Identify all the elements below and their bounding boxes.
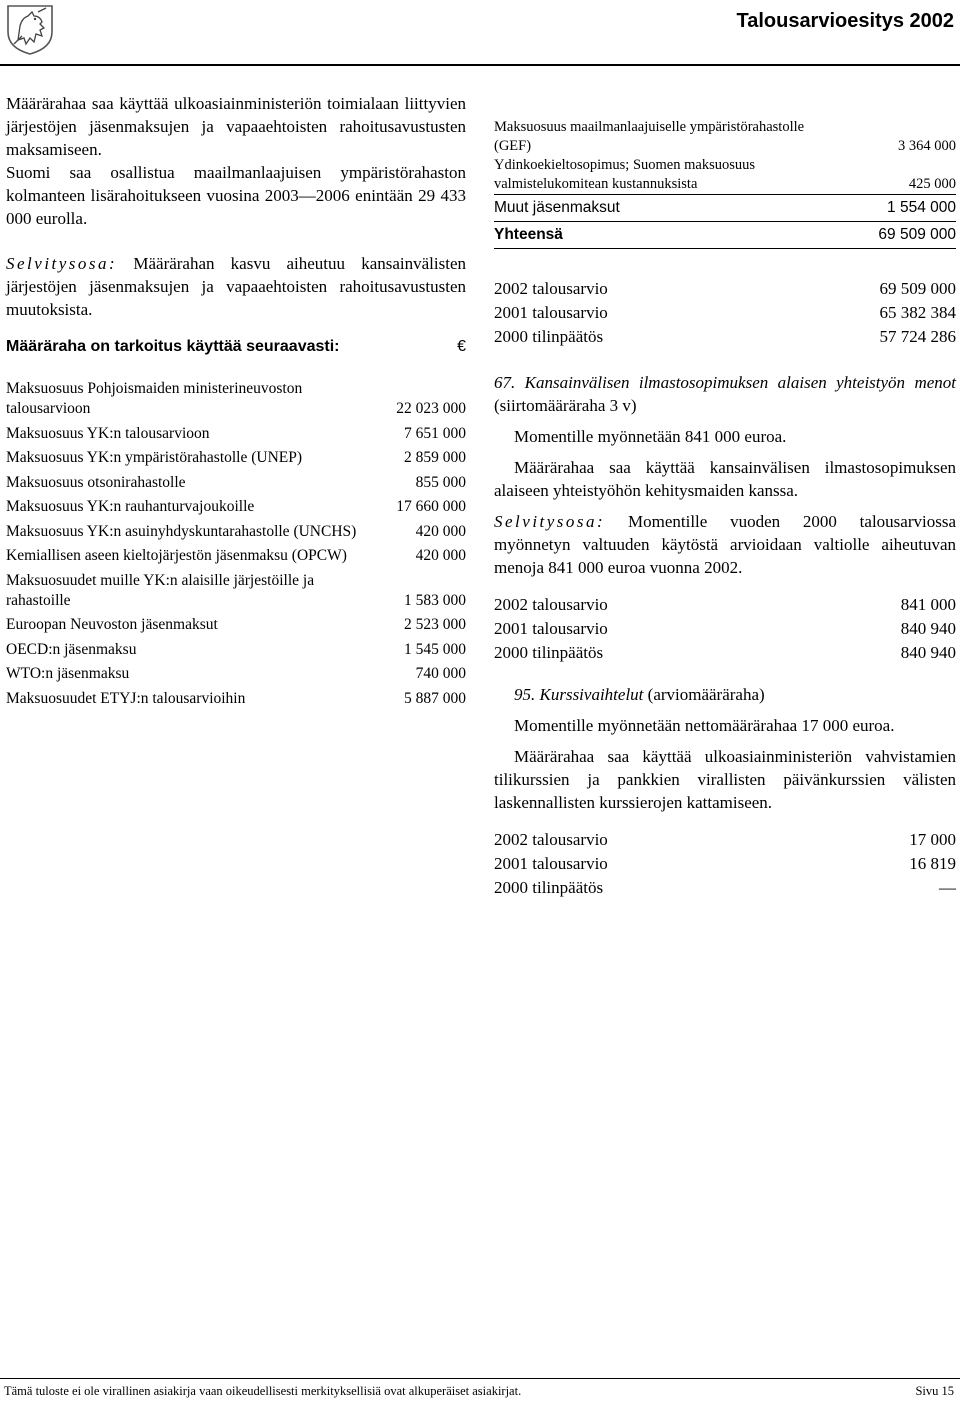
- row-amount: 57 724 286: [879, 327, 956, 346]
- row-amount: 841 000: [900, 595, 956, 614]
- currency-symbol: €: [457, 338, 466, 355]
- finnish-lion-crest-icon: [4, 2, 56, 56]
- table-row: [6, 424, 466, 444]
- left-column: [6, 92, 466, 713]
- row-label: Maksuosuus YK:n talousarvioon: [6, 424, 210, 442]
- section-67-explanation-text: Momentille vuoden 2000 talousarviossa myönnetyn valtuuden käytöstä arvioidaan valtiolle aiheutuvan menoja 841 000 euroa vuonna 2002.: [494, 512, 956, 577]
- row-amount: 17 660 000: [396, 498, 466, 515]
- table-row: [494, 301, 956, 325]
- section-67-title: 67. Kansainvälisen ilmastosopimuksen alaisen yhteistyön menot: [494, 373, 956, 392]
- section-67-grant: Momentille myönnetään 841 000 euroa.: [514, 427, 787, 446]
- table-row: [6, 497, 466, 517]
- budget-table-2: [494, 593, 956, 665]
- budget-table-1: [494, 277, 956, 349]
- section-67-type: (siirtomääräraha 3 v): [494, 396, 637, 415]
- row-label: Maksuosuus YK:n asuinyhdyskuntarahastolle (UNCHS): [6, 522, 357, 540]
- total-label: Yhteensä: [494, 226, 563, 243]
- explanation-text: Määrärahan kasvu aiheutuu kansainvälisten järjestöjen jäsenmaksujen ja vapaaehtoisten rahoitusavustusten muutoksista.: [6, 254, 466, 319]
- footer-disclaimer: Tämä tuloste ei ole virallinen asiakirja vaan oikeudellisesti merkityksellisiä ovat alkuperäiset asiakirjat.: [4, 1384, 522, 1398]
- usage-heading-row: [6, 336, 466, 357]
- row-label: Maksuosuudet ETYJ:n talousarvioihin: [6, 689, 246, 707]
- row-amount: 69 509 000: [879, 279, 956, 298]
- row-label: 2000 tilinpäätös: [494, 643, 604, 662]
- table-row: [494, 828, 956, 852]
- row-amount: 65 382 384: [879, 303, 956, 322]
- row-label: 2002 talousarvio: [494, 830, 608, 849]
- table-row: [6, 640, 466, 660]
- table-row: [6, 473, 466, 493]
- usage-heading: Määräraha on tarkoitus käyttää seuraavasti:: [6, 338, 340, 355]
- row-label: Maksuosuus YK:n rauhanturvajoukoille: [6, 498, 255, 515]
- row-amount: 7 651 000: [404, 424, 466, 442]
- table-row: [6, 571, 466, 611]
- row-amount: 2 859 000: [404, 449, 466, 466]
- row-amount: 420 000: [415, 522, 466, 540]
- row-amount: 740 000: [415, 665, 466, 682]
- contribution-list: [6, 379, 466, 709]
- row-label: 2000 tilinpäätös: [494, 327, 604, 346]
- row-amount: 16 819: [909, 854, 956, 873]
- table-row: [494, 277, 956, 301]
- table-rule: [494, 248, 956, 249]
- table-row: [494, 118, 956, 156]
- section-95-title: 95. Kurssivaihtelut: [514, 685, 644, 704]
- row-amount: 425 000: [908, 176, 956, 192]
- table-row: [6, 615, 466, 635]
- row-amount: 5 887 000: [404, 689, 466, 707]
- row-amount: 840 940: [900, 643, 956, 662]
- total-row: [494, 225, 956, 245]
- row-amount: 22 023 000: [396, 400, 466, 417]
- other-fees-row: [494, 198, 956, 218]
- row-label: 2002 talousarvio: [494, 279, 608, 298]
- table-row: [494, 876, 956, 900]
- paragraph-gef-participation: Suomi saa osallistua maailmanlaajuisen ympäristörahaston kolmanteen lisärahoitukseen vuosina 2003—2006 enintään 29 433 000 eurolla.: [6, 163, 466, 228]
- total-amount: 69 509 000: [878, 226, 956, 243]
- table-rule: [494, 194, 956, 195]
- section-67-explanation: [494, 510, 956, 579]
- row-label: Maksuosuus YK:n ympäristörahastolle (UNEP): [6, 449, 303, 466]
- page-number: Sivu 15: [915, 1384, 954, 1398]
- row-label: 2002 talousarvio: [494, 595, 608, 614]
- other-fees-amount: 1 554 000: [887, 199, 956, 216]
- table-row: [6, 689, 466, 709]
- table-row: [494, 641, 956, 665]
- section-67-purpose: Määrärahaa saa käyttää kansainvälisen ilmastosopimuksen alaiseen yhteistyöhön kehitysmaiden kanssa.: [494, 458, 956, 500]
- table-row: [494, 325, 956, 349]
- row-label: Kemiallisen aseen kieltojärjestön jäsenmaksu (OPCW): [6, 547, 347, 564]
- row-label: 2001 talousarvio: [494, 303, 608, 322]
- footer-divider: [0, 1378, 960, 1379]
- document-title: Talousarvioesitys 2002: [736, 10, 954, 32]
- section-67-explanation-label: Selvitysosa:: [494, 512, 606, 531]
- row-label: Ydinkoekieltosopimus; Suomen maksuosuus valmistelukomitean kustannuksista: [494, 157, 755, 192]
- table-row: [494, 593, 956, 617]
- table-row: [6, 522, 466, 542]
- section-67-heading: [494, 371, 956, 417]
- table-row: [494, 852, 956, 876]
- row-amount: 1 545 000: [404, 640, 466, 658]
- row-label: Maksuosuudet muille YK:n alaisille järjestöille ja rahastoille: [6, 571, 315, 609]
- row-amount: —: [939, 878, 956, 897]
- row-label: OECD:n jäsenmaksu: [6, 640, 137, 658]
- row-amount: 17 000: [909, 830, 956, 849]
- budget-table-3: [494, 828, 956, 900]
- table-row: [6, 664, 466, 684]
- header-divider: [0, 64, 960, 66]
- row-label: Maksuosuus maailmanlaajuiselle ympäristörahastolle (GEF): [494, 119, 805, 154]
- paragraph-explanation: [6, 252, 466, 321]
- row-label: Maksuosuus otsonirahastolle: [6, 473, 186, 491]
- right-column: [494, 118, 956, 900]
- table-row: [494, 156, 956, 194]
- section-95-type: (arviomääräraha): [647, 685, 765, 704]
- section-95-purpose: Määrärahaa saa käyttää ulkoasiainministeriön vahvistamien tilikurssien ja pankkien virallisten päivänkurssien välisten laskennallisten kurssierojen kattamiseen.: [494, 747, 956, 812]
- row-amount: 2 523 000: [404, 616, 466, 633]
- row-label: 2001 talousarvio: [494, 854, 608, 873]
- other-fees-label: Muut jäsenmaksut: [494, 199, 620, 216]
- row-label: WTO:n jäsenmaksu: [6, 665, 130, 682]
- row-amount: 420 000: [415, 547, 466, 564]
- row-label: Maksuosuus Pohjoismaiden ministerineuvoston talousarvioon: [6, 380, 303, 417]
- contribution-list-continued: [494, 118, 956, 194]
- section-95-grant: Momentille myönnetään nettomäärärahaa 17 000 euroa.: [514, 716, 895, 735]
- row-amount: 1 583 000: [404, 591, 466, 609]
- table-row: [6, 379, 466, 419]
- row-label: 2001 talousarvio: [494, 619, 608, 638]
- paragraph-purpose: Määrärahaa saa käyttää ulkoasiainministeriön toimialaan liittyvien järjestöjen jäsenmaksujen ja vapaaehtoisten rahoitusavustusten maksamiseen.: [6, 94, 466, 159]
- explanation-label: Selvitysosa:: [6, 254, 118, 273]
- row-label: Euroopan Neuvoston jäsenmaksut: [6, 616, 218, 633]
- table-row: [494, 617, 956, 641]
- table-rule: [494, 221, 956, 222]
- row-label: 2000 tilinpäätös: [494, 878, 604, 897]
- section-95-heading: [494, 683, 956, 706]
- row-amount: 3 364 000: [898, 138, 956, 154]
- row-amount: 855 000: [415, 473, 466, 491]
- table-row: [6, 546, 466, 566]
- table-row: [6, 448, 466, 468]
- row-amount: 840 940: [900, 619, 956, 638]
